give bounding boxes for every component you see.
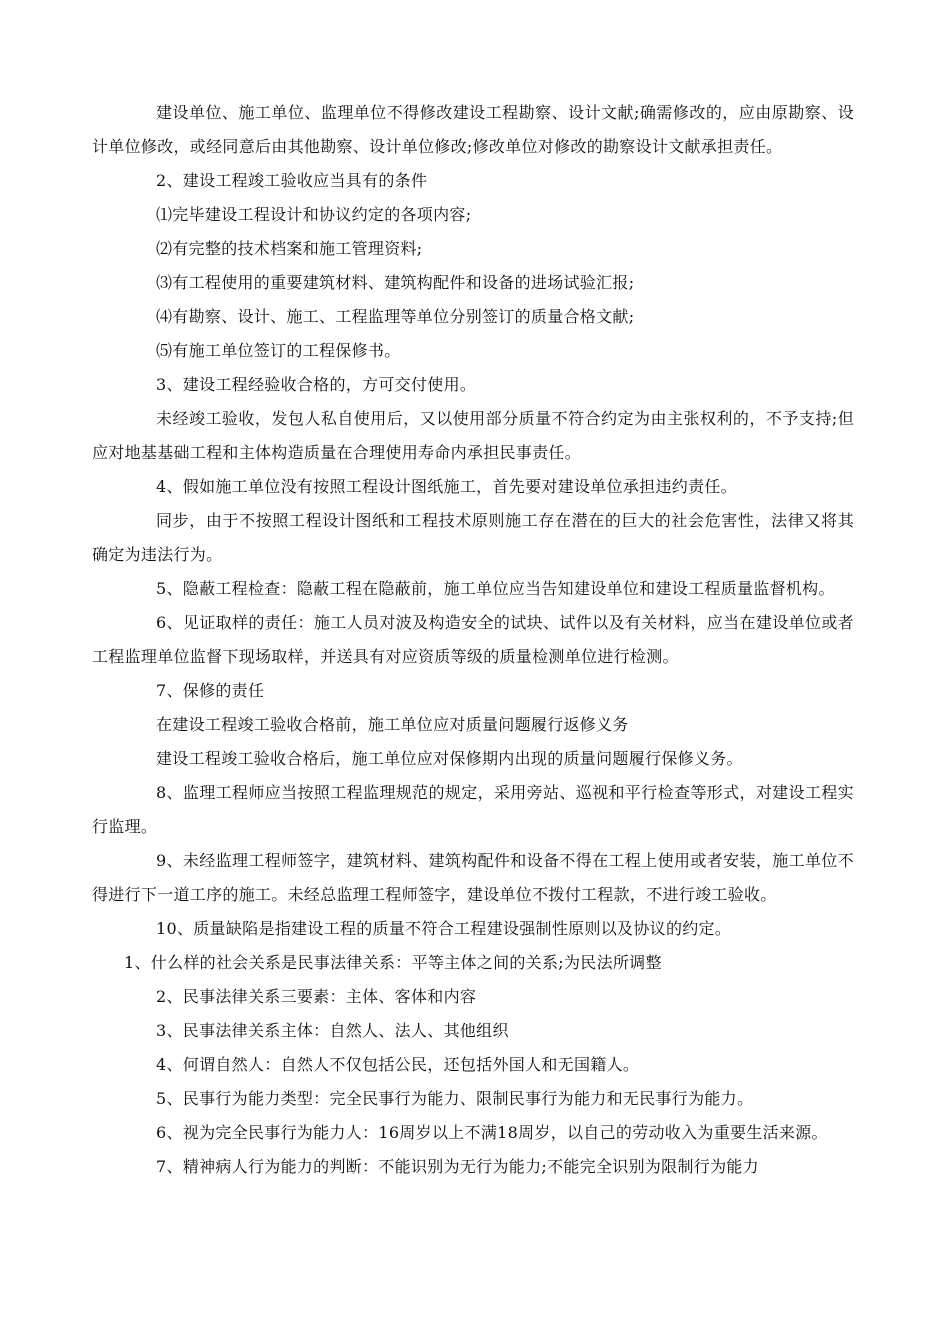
paragraph-civil-7: 7、精神病人行为能力的判断：不能识别为无行为能力;不能完全识别为限制行为能力: [156, 1157, 759, 1176]
paragraph-heading-10: 10、质量缺陷是指建设工程的质量不符合工程建设强制性原则以及协议的约定。: [156, 919, 732, 938]
paragraph-condition-1: ⑴完毕建设工程设计和协议约定的各项内容;: [156, 205, 472, 224]
paragraph-illegal-act: 同步，由于不按照工程设计图纸和工程技术原则施工存在潜在的巨大的社会危害性，法律又将其确定为违法行为。: [92, 511, 854, 564]
paragraph-civil-2: 2、民事法律关系三要素：主体、客体和内容: [156, 987, 477, 1006]
paragraph-heading-2: 2、建设工程竣工验收应当具有的条件: [156, 171, 428, 190]
paragraph-condition-3: ⑶有工程使用的重要建筑材料、建筑构配件和设备的进场试验汇报;: [156, 273, 635, 292]
paragraph-civil-4: 4、何谓自然人：自然人不仅包括公民，还包括外国人和无国籍人。: [156, 1055, 640, 1074]
document-body: [92, 96, 854, 1184]
paragraph-condition-4: ⑷有勘察、设计、施工、工程监理等单位分别签订的质量合格文献;: [156, 307, 635, 326]
paragraph-repair-before: 在建设工程竣工验收合格前，施工单位应对质量问题履行返修义务: [156, 715, 629, 734]
paragraph-repair-after: 建设工程竣工验收合格后，施工单位应对保修期内出现的质量问题履行保修义务。: [156, 749, 743, 768]
paragraph-heading-9: 9、未经监理工程师签字，建筑材料、建筑构配件和设备不得在工程上使用或者安装，施工单位不得进行下一道工序的施工。未经总监理工程师签字，建设单位不拨付工程款，不进行竣工验收。: [92, 851, 854, 904]
paragraph-heading-6: 6、见证取样的责任：施工人员对波及构造安全的试块、试件以及有关材料，应当在建设单位或者工程监理单位监督下现场取样，并送具有对应资质等级的质量检测单位进行检测。: [92, 613, 854, 666]
paragraph-civil-6: 6、视为完全民事行为能力人：16周岁以上不满18周岁，以自己的劳动收入为重要生活来源。: [156, 1123, 828, 1142]
paragraph-heading-3: 3、建设工程经验收合格的，方可交付使用。: [156, 375, 477, 394]
paragraph-modification-rule: 建设单位、施工单位、监理单位不得修改建设工程勘察、设计文献;确需修改的，应由原勘察、设计单位修改，或经同意后由其他勘察、设计单位修改;修改单位对修改的勘察设计文献承担责任。: [92, 103, 854, 156]
paragraph-unaccepted-use: 未经竣工验收，发包人私自使用后，又以使用部分质量不符合约定为由主张权利的，不予支持;但应对地基基础工程和主体构造质量在合理使用寿命内承担民事责任。: [92, 409, 854, 462]
paragraph-civil-1: 1、什么样的社会关系是民事法律关系：平等主体之间的关系;为民法所调整: [124, 953, 662, 972]
paragraph-heading-4: 4、假如施工单位没有按照工程设计图纸施工，首先要对建设单位承担违约责任。: [156, 477, 737, 496]
paragraph-heading-8: 8、监理工程师应当按照工程监理规范的规定，采用旁站、巡视和平行检查等形式，对建设工程实行监理。: [92, 783, 854, 836]
paragraph-condition-2: ⑵有完整的技术档案和施工管理资料;: [156, 239, 423, 258]
paragraph-heading-7: 7、保修的责任: [156, 681, 265, 700]
paragraph-condition-5: ⑸有施工单位签订的工程保修书。: [156, 341, 401, 360]
paragraph-civil-3: 3、民事法律关系主体：自然人、法人、其他组织: [156, 1021, 509, 1040]
paragraph-civil-5: 5、民事行为能力类型：完全民事行为能力、限制民事行为能力和无民事行为能力。: [156, 1089, 754, 1108]
paragraph-heading-5: 5、隐蔽工程检查：隐蔽工程在隐蔽前，施工单位应当告知建设单位和建设工程质量监督机构。: [156, 579, 835, 598]
